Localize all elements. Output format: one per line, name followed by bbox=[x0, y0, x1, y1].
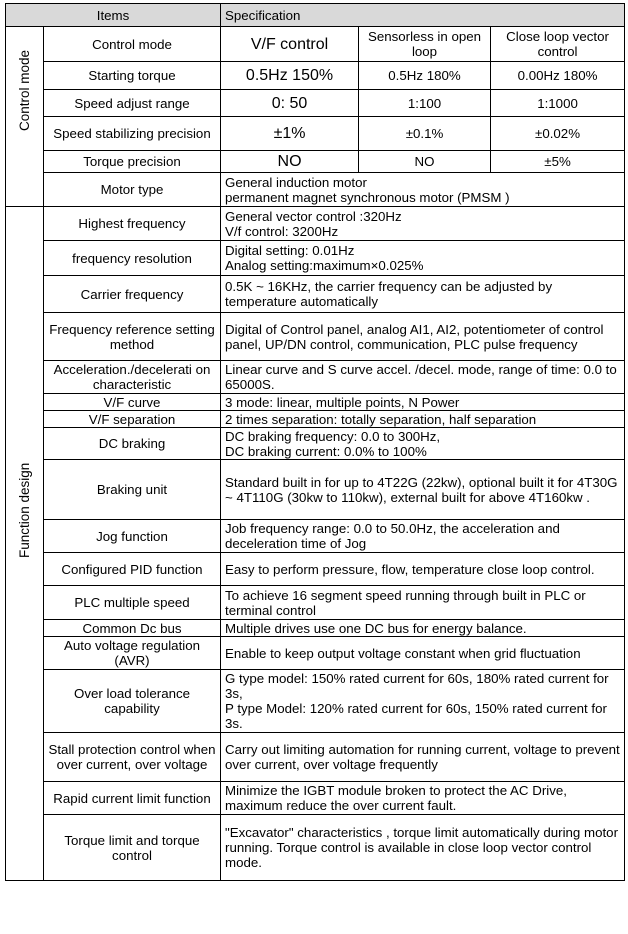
spec-line: V/f control: 3200Hz bbox=[225, 223, 339, 239]
vf-value: NO bbox=[221, 151, 359, 173]
item-label: Carrier frequency bbox=[44, 276, 221, 313]
item-label: DC braking bbox=[44, 428, 221, 460]
item-label: Motor type bbox=[44, 173, 221, 207]
table-row bbox=[6, 460, 625, 520]
item-label: Braking unit bbox=[44, 460, 221, 520]
item-label: Rapid current limit function bbox=[44, 782, 221, 815]
spec-value bbox=[221, 361, 625, 394]
sensorless-value: 0.5Hz 180% bbox=[359, 62, 491, 90]
item-label: Highest frequency bbox=[44, 207, 221, 241]
spec-line: 2 times separation: totally separation, half separation bbox=[225, 411, 537, 427]
spec-line: Digital of Control panel, analog AI1, AI2, potentiometer of control panel, UP/DN control, communication, PLC pulse frequency bbox=[225, 321, 604, 352]
spec-line: G type model: 150% rated current for 60s, 180% rated current for 3s, bbox=[225, 671, 609, 701]
spec-line: Enable to keep output voltage constant when grid fluctuation bbox=[225, 645, 581, 661]
item-label: frequency resolution bbox=[44, 241, 221, 276]
motor-type-line: General induction motor bbox=[225, 174, 367, 190]
table-row bbox=[6, 117, 625, 151]
table-row bbox=[6, 520, 625, 553]
table-row bbox=[6, 276, 625, 313]
control-mode-section bbox=[6, 27, 625, 207]
spec-value bbox=[221, 207, 625, 241]
spec-line: "Excavator" characteristics , torque limit automatically during motor running. Torque control is available in close loop vector control mode. bbox=[225, 825, 618, 870]
item-label: Speed stabilizing precision bbox=[44, 117, 221, 151]
spec-line: Standard built in for up to 4T22G (22kw), optional built it for 4T30G ~ 4T110G (30kw to 110kw), external built for above 4T160kw . bbox=[225, 474, 618, 505]
item-label: Configured PID function bbox=[44, 553, 221, 586]
table-row bbox=[6, 62, 625, 90]
spec-line: Easy to perform pressure, flow, temperature close loop control. bbox=[225, 561, 595, 577]
table-row bbox=[6, 733, 625, 782]
table-row bbox=[6, 586, 625, 620]
item-label: Control mode bbox=[44, 27, 221, 62]
spec-value bbox=[221, 460, 625, 520]
spec-value bbox=[221, 313, 625, 361]
table-row bbox=[6, 637, 625, 670]
spec-value bbox=[221, 670, 625, 733]
table-row bbox=[6, 394, 625, 411]
closed-loop-value: 1:1000 bbox=[491, 90, 625, 117]
item-label: V/F separation bbox=[44, 411, 221, 428]
header-items: Items bbox=[6, 4, 221, 27]
spec-line: 0.5K ~ 16KHz, the carrier frequency can be adjusted by temperature automatically bbox=[225, 279, 553, 309]
spec-value bbox=[221, 241, 625, 276]
table-row bbox=[6, 361, 625, 394]
spec-line: General vector control :320Hz bbox=[225, 208, 402, 224]
spec-line: Multiple drives use one DC bus for energy balance. bbox=[225, 620, 527, 636]
group-label-control-mode: Control mode bbox=[6, 27, 44, 207]
vf-value: 0.5Hz 150% bbox=[221, 62, 359, 90]
table-row bbox=[6, 782, 625, 815]
vf-value: ±1% bbox=[221, 117, 359, 151]
spec-value bbox=[221, 553, 625, 586]
spec-line: Minimize the IGBT module broken to protect the AC Drive, maximum reduce the over current fault. bbox=[225, 783, 567, 813]
item-label: Frequency reference setting method bbox=[44, 313, 221, 361]
item-label: Torque limit and torque control bbox=[44, 815, 221, 881]
spec-value bbox=[221, 815, 625, 881]
closed-loop-value: Close loop vector control bbox=[491, 27, 625, 62]
table-row bbox=[6, 173, 625, 207]
closed-loop-value: ±0.02% bbox=[491, 117, 625, 151]
table-row bbox=[6, 313, 625, 361]
item-label: Acceleration./decelerati on characteristic bbox=[44, 361, 221, 394]
closed-loop-value: ±5% bbox=[491, 151, 625, 173]
spec-value bbox=[221, 782, 625, 815]
spec-table bbox=[5, 3, 625, 881]
spec-line: Digital setting: 0.01Hz bbox=[225, 243, 355, 258]
spec-value bbox=[221, 733, 625, 782]
spec-value bbox=[221, 520, 625, 553]
item-label: Torque precision bbox=[44, 151, 221, 173]
function-design-section bbox=[6, 207, 625, 881]
spec-value bbox=[221, 620, 625, 637]
table-row bbox=[6, 151, 625, 173]
sensorless-value: ±0.1% bbox=[359, 117, 491, 151]
sensorless-value: NO bbox=[359, 151, 491, 173]
header-specification: Specification bbox=[221, 4, 625, 27]
spec-line: Job frequency range: 0.0 to 50.0Hz, the acceleration and deceleration time of Jog bbox=[225, 521, 560, 551]
spec-line: Analog setting:maximum×0.025% bbox=[225, 258, 424, 273]
sensorless-value: Sensorless in open loop bbox=[359, 27, 491, 62]
spec-value bbox=[221, 637, 625, 670]
spec-value bbox=[221, 428, 625, 460]
item-label: PLC multiple speed bbox=[44, 586, 221, 620]
table-row bbox=[6, 553, 625, 586]
vf-value: 0: 50 bbox=[221, 90, 359, 117]
spec-line: DC braking frequency: 0.0 to 300Hz, bbox=[225, 428, 441, 444]
item-label: Speed adjust range bbox=[44, 90, 221, 117]
closed-loop-value: 0.00Hz 180% bbox=[491, 62, 625, 90]
vf-value: V/F control bbox=[221, 27, 359, 62]
item-label: Jog function bbox=[44, 520, 221, 553]
table-row bbox=[6, 620, 625, 637]
table-row bbox=[6, 241, 625, 276]
item-label: V/F curve bbox=[44, 394, 221, 411]
group-label-function-design: Function design bbox=[6, 207, 44, 881]
table-row bbox=[6, 815, 625, 881]
spec-line: 3 mode: linear, multiple points, N Power bbox=[225, 394, 460, 410]
item-label: Common Dc bus bbox=[44, 620, 221, 637]
table-row bbox=[6, 207, 625, 241]
item-label: Over load tolerance capability bbox=[44, 670, 221, 733]
spec-line: DC braking current: 0.0% to 100% bbox=[225, 443, 427, 459]
item-label: Stall protection control when over current, over voltage bbox=[44, 733, 221, 782]
spec-value bbox=[221, 411, 625, 428]
spec-line: P type Model: 120% rated current for 60s, 150% rated current for 3s. bbox=[225, 701, 607, 731]
item-label: Starting torque bbox=[44, 62, 221, 90]
spec-line: Carry out limiting automation for running current, voltage to prevent over current, over voltage frequently bbox=[225, 742, 620, 772]
table-row bbox=[6, 670, 625, 733]
item-label: Auto voltage regulation (AVR) bbox=[44, 637, 221, 670]
spec-line: To achieve 16 segment speed running through built in PLC or terminal control bbox=[225, 587, 586, 618]
spec-value bbox=[221, 394, 625, 411]
table-row bbox=[6, 411, 625, 428]
sensorless-value: 1:100 bbox=[359, 90, 491, 117]
spec-line: Linear curve and S curve accel. /decel. mode, range of time: 0.0 to 65000S. bbox=[225, 362, 617, 392]
spec-value bbox=[221, 276, 625, 313]
table-row bbox=[6, 27, 625, 62]
motor-type-value bbox=[221, 173, 625, 207]
motor-type-line: permanent magnet synchronous motor (PMSM ) bbox=[225, 189, 510, 205]
table-row bbox=[6, 428, 625, 460]
header-row bbox=[6, 4, 625, 27]
spec-value bbox=[221, 586, 625, 620]
table-row bbox=[6, 90, 625, 117]
